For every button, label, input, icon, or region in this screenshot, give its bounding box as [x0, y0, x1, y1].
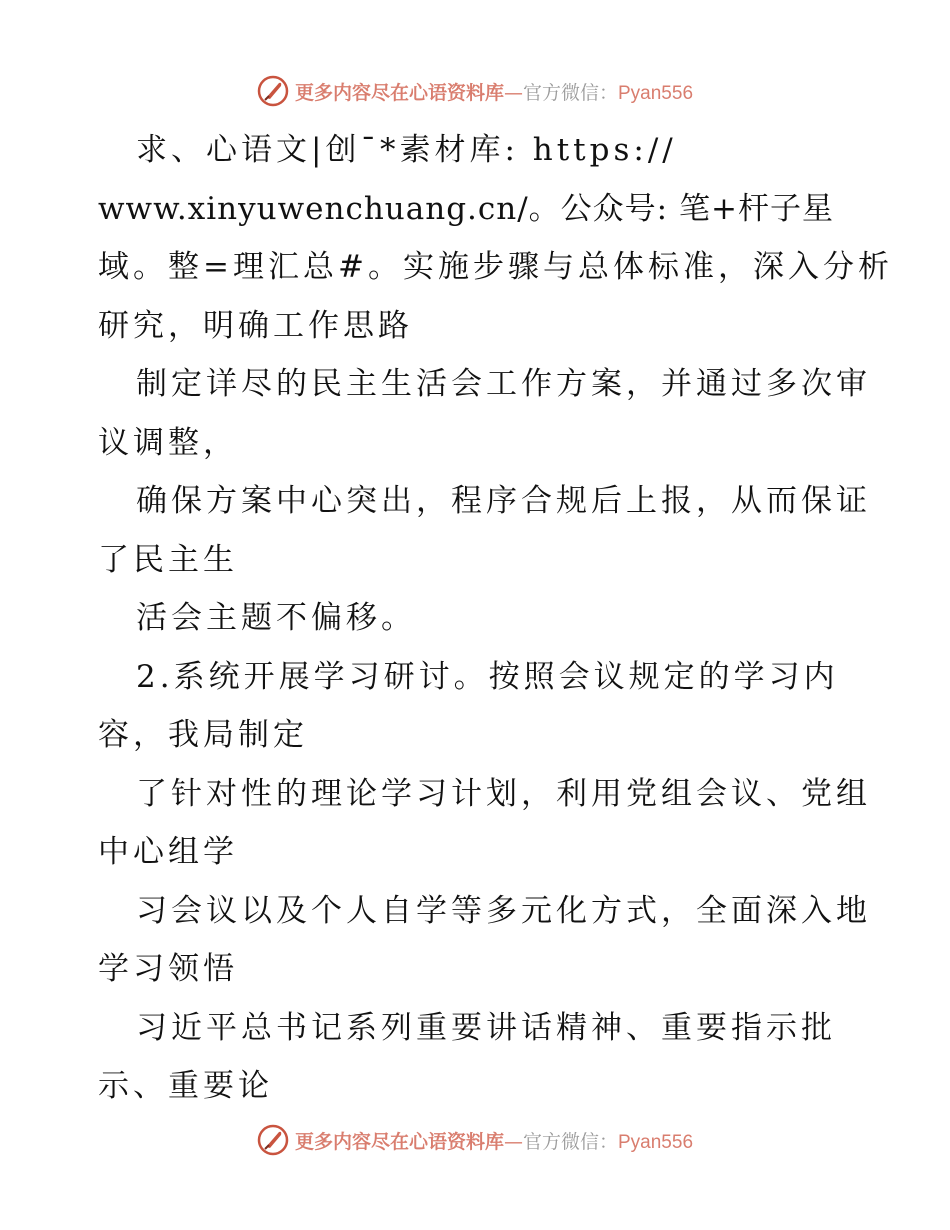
watermark-official-label: 官方微信： [522, 81, 618, 104]
text-line: 研究，明确工作思路 [98, 307, 413, 344]
text-line: 活会主题不偏移。 [136, 600, 416, 636]
text-line: 学习领悟 [98, 951, 238, 987]
text-line: 容，我局制定 [98, 717, 308, 753]
text-line: 求、心语文|创¯*素材库: https:// [136, 132, 677, 168]
footer-watermark [0, 1120, 950, 1160]
watermark-dash: — [503, 1130, 523, 1153]
watermark-inner [257, 1124, 693, 1156]
text-line: 中心组学 [98, 834, 238, 870]
text-line: 了针对性的理论学习计划，利用党组会议、党组 [136, 775, 871, 812]
watermark-brand: 更多内容尽在心语资料库 [294, 1130, 504, 1153]
text-line: 议调整， [98, 424, 238, 461]
text-line: 制定详尽的民主生活会工作方案，并通过多次审 [136, 366, 871, 402]
header-watermark [0, 71, 950, 111]
watermark-official-label: 官方微信： [522, 1130, 618, 1153]
text-line: www.xinyuwenchuang.cn/。公众号: 笔+杆子星 [98, 190, 834, 227]
text-line: 2.系统开展学习研讨。按照会议规定的学习内 [136, 658, 839, 695]
body-text [98, 121, 893, 1116]
watermark-wechat-id: Pyan556 [618, 1131, 694, 1153]
text-line: 域。整=理汇总#。实施步骤与总体标准，深入分析 [98, 249, 893, 285]
feather-pen-logo-icon [257, 1124, 289, 1156]
watermark-dash: — [503, 81, 523, 104]
watermark-brand: 更多内容尽在心语资料库 [294, 81, 504, 104]
text-line: 了民主生 [98, 541, 238, 578]
text-line: 示、重要论 [98, 1068, 273, 1104]
watermark-wechat-id: Pyan556 [618, 82, 694, 104]
feather-pen-logo-icon [257, 75, 289, 107]
text-line: 习近平总书记系列重要讲话精神、重要指示批 [136, 1009, 836, 1046]
text-line: 习会议以及个人自学等多元化方式，全面深入地 [136, 892, 871, 929]
watermark-inner [257, 75, 693, 107]
text-line: 确保方案中心突出，程序合规后上报，从而保证 [136, 483, 871, 519]
